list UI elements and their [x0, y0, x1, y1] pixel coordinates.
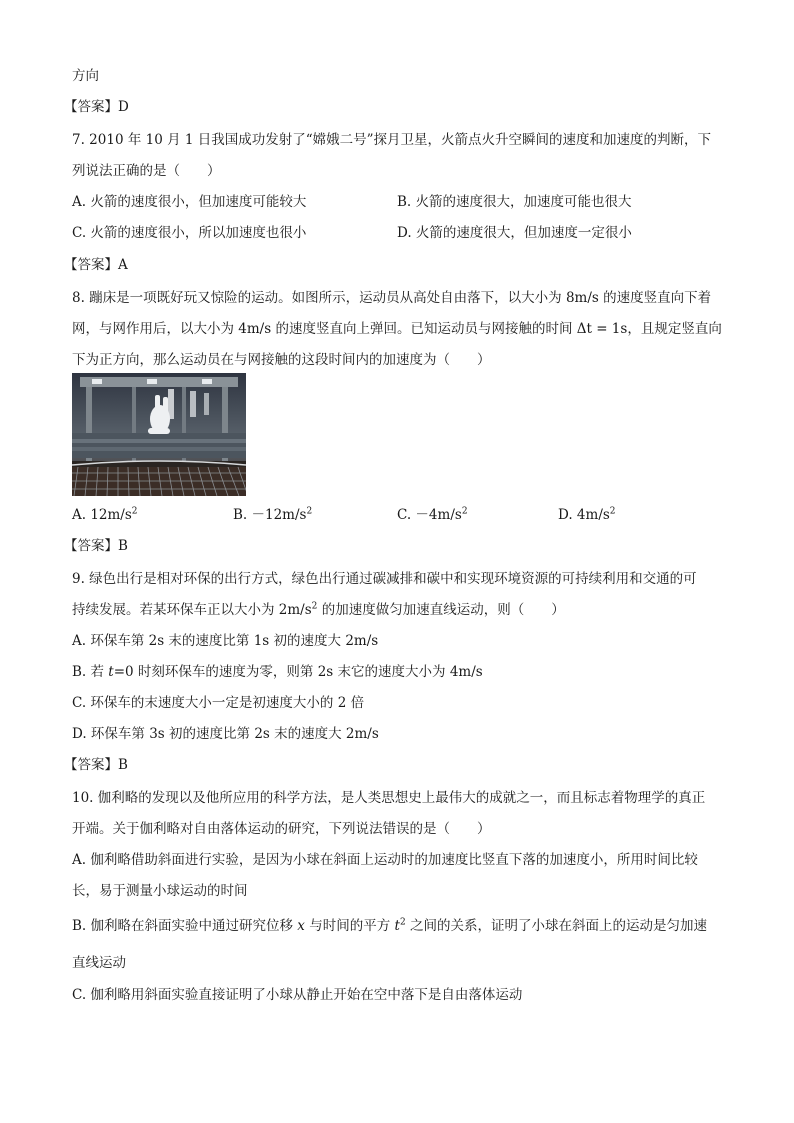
q9-stem-line2: 持续发展。若某环保车正以大小为 $2m/s^2$ 的加速度做匀加速直线运动，则（ ）: [72, 601, 565, 618]
q10-option-b-line2: 直线运动: [72, 955, 126, 971]
q9-stem-line1: 9. 绿色出行是相对环保的出行方式，绿色出行通过碳减排和碳中和实现环境资源的可持续利用和交通的可: [72, 571, 697, 587]
q7-stem-line2: 列说法正确的是（ ）: [72, 163, 221, 179]
q8-answer: 【答案】B: [64, 538, 128, 554]
q7-option-d: D. 火箭的速度很大，但加速度一定很小: [397, 225, 632, 241]
q7-option-b: B. 火箭的速度很大，加速度可能也很大: [397, 194, 632, 210]
prev-question-tail: 方向: [72, 68, 99, 84]
q7-answer: 【答案】A: [64, 257, 128, 273]
q8-option-a: A. $12m/s^2$: [72, 506, 138, 523]
q8-option-d: D. $4m/s^2$: [558, 506, 616, 523]
q10-option-a-line1: A. 伽利略借助斜面进行实验，是因为小球在斜面上运动时的加速度比竖直下落的加速度小，所用时间比较: [72, 852, 698, 868]
q10-option-a-line2: 长，易于测量小球运动的时间: [72, 883, 248, 899]
q7-option-c: C. 火箭的速度很小，所以加速度也很小: [72, 225, 307, 241]
q9-option-d: D. 环保车第 3s 初的速度比第 2s 末的速度大 2m/s: [72, 726, 379, 742]
q9-answer: 【答案】B: [64, 757, 128, 773]
q7-option-a: A. 火箭的速度很小，但加速度可能较大: [72, 194, 307, 210]
trampoline-photo: [72, 373, 246, 496]
q10-option-c: C. 伽利略用斜面实验直接证明了小球从静止开始在空中落下是自由落体运动: [72, 987, 523, 1003]
q8-stem-line2: 网，与网作用后，以大小为 4m/s 的速度竖直向上弹回。已知运动员与网接触的时间 Δt = 1s，且规定竖直向: [72, 321, 722, 337]
q8-stem-line1: 8. 蹦床是一项既好玩又惊险的运动。如图所示，运动员从高处自由落下，以大小为 8m/s 的速度竖直向下着: [72, 290, 712, 306]
q8-option-c: C. $-4m/s^2$: [397, 506, 468, 523]
q10-stem-line2: 开端。关于伽利略对自由落体运动的研究，下列说法错误的是（ ）: [72, 821, 491, 837]
q10-stem-line1: 10. 伽利略的发现以及他所应用的科学方法，是人类思想史上最伟大的成就之一，而且标志着物理学的真正: [72, 790, 706, 806]
q7-stem-line1: 7. 2010 年 10 月 1 日我国成功发射了“嫦娥二号”探月卫星，火箭点火升空瞬间的速度和加速度的判断，下: [72, 132, 712, 148]
q9-option-b: B. 若 t=0 时刻环保车的速度为零，则第 2s 末它的速度大小为 4m/s: [72, 664, 483, 680]
q9-option-c: C. 环保车的末速度大小一定是初速度大小的 2 倍: [72, 695, 365, 711]
q9-option-a: A. 环保车第 2s 末的速度比第 1s 初的速度大 2m/s: [72, 633, 379, 649]
q10-option-b-line1: B. 伽利略在斜面实验中通过研究位移 x 与时间的平方 $t^2$ 之间的关系，证明了小球在斜面上的运动是匀加速: [72, 917, 707, 934]
q8-option-b: B. $-12m/s^2$: [233, 506, 313, 523]
q8-stem-line3: 下为正方向，那么运动员在与网接触的这段时间内的加速度为（ ）: [72, 352, 491, 368]
prev-answer: 【答案】D: [64, 99, 129, 115]
